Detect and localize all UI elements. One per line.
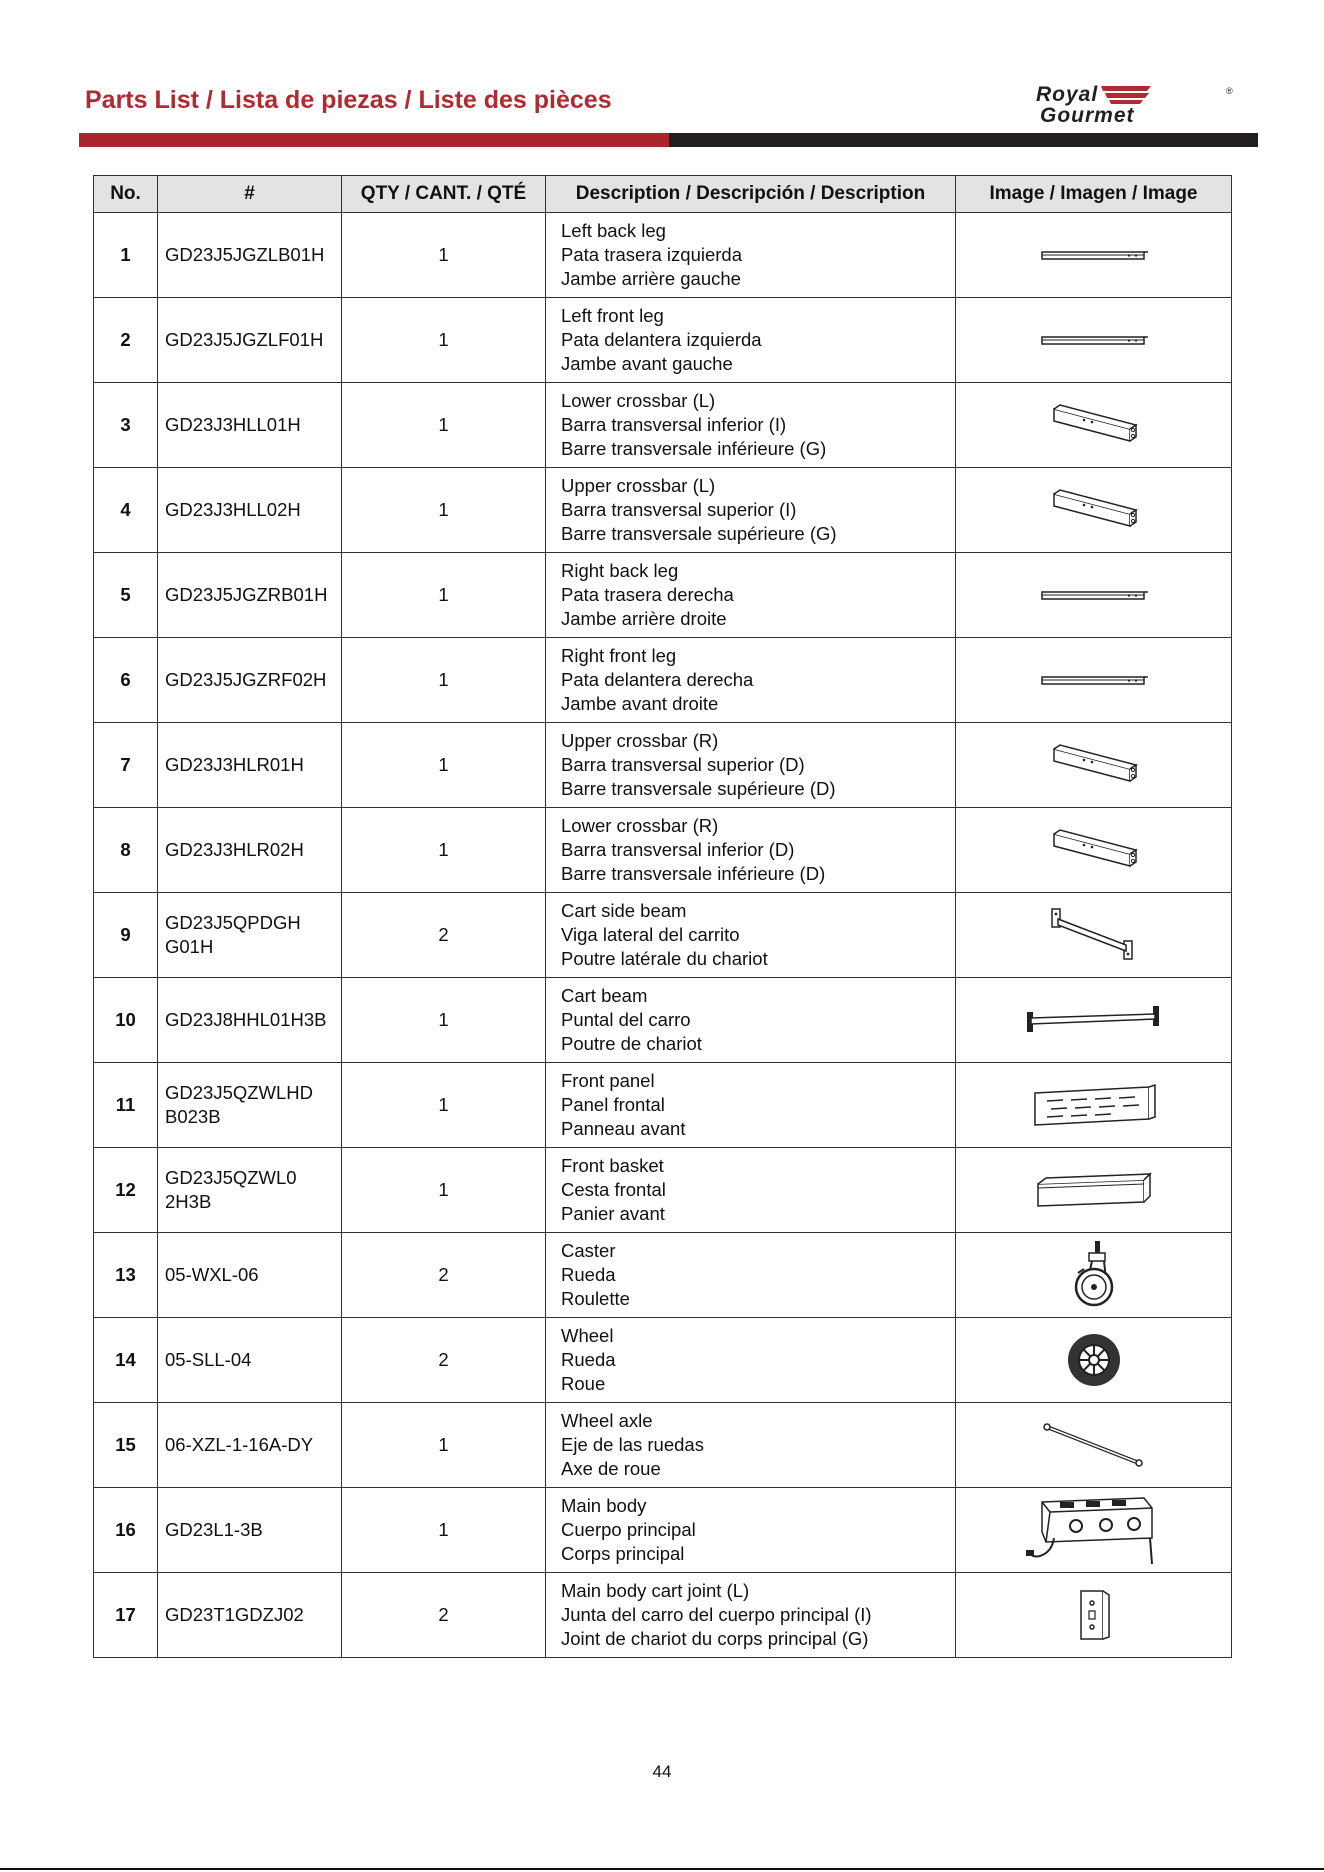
part-code — [158, 1488, 342, 1573]
table-row — [94, 978, 1232, 1063]
header-rule-red — [79, 133, 669, 147]
part-code-line: GD23J5JGZLF01H — [165, 329, 324, 350]
table-row — [94, 638, 1232, 723]
cart-beam-icon — [956, 1002, 1231, 1038]
part-code-line: GD23J5QPDGH — [165, 912, 301, 933]
description-es: Barra transversal inferior (I) — [561, 414, 787, 435]
part-number-index: 1 — [94, 213, 158, 298]
crossbar-icon — [956, 739, 1231, 791]
part-code — [158, 978, 342, 1063]
part-code-line: GD23T1GDZJ02 — [165, 1604, 304, 1625]
crossbar-icon — [956, 399, 1231, 451]
col-header-image: Image / Imagen / Image — [956, 176, 1232, 213]
description-fr: Barre transversale supérieure (D) — [561, 778, 836, 799]
part-image — [956, 1148, 1232, 1233]
side-beam-icon — [956, 905, 1231, 965]
part-number-index: 9 — [94, 893, 158, 978]
table-row — [94, 723, 1232, 808]
description-fr: Roue — [561, 1373, 606, 1394]
table-header-row — [94, 176, 1232, 213]
part-image — [956, 213, 1232, 298]
crossbar-icon — [956, 824, 1231, 876]
part-number-index: 15 — [94, 1403, 158, 1488]
part-description — [546, 553, 956, 638]
col-header-part-number: # — [158, 176, 342, 213]
logo-word-royal: Royal — [1036, 83, 1099, 106]
description-fr: Panier avant — [561, 1203, 665, 1224]
description-fr: Roulette — [561, 1288, 630, 1309]
page-number: 44 — [652, 1762, 672, 1781]
part-code — [158, 1148, 342, 1233]
part-code-line: GD23J3HLR01H — [165, 754, 304, 775]
description-es: Rueda — [561, 1264, 616, 1285]
part-code-line: GD23J3HLR02H — [165, 839, 304, 860]
description-fr: Jambe avant droite — [561, 693, 719, 714]
table-row — [94, 1318, 1232, 1403]
part-code-line: GD23J5QZWL0 — [165, 1167, 297, 1188]
logo-registered-mark: ® — [1226, 86, 1233, 96]
part-image — [956, 1573, 1232, 1658]
part-quantity: 1 — [342, 298, 546, 383]
description-fr: Barre transversale inférieure (G) — [561, 438, 827, 459]
description-en: Upper crossbar (L) — [561, 475, 716, 496]
table-row — [94, 213, 1232, 298]
part-number-index: 2 — [94, 298, 158, 383]
part-number-index: 17 — [94, 1573, 158, 1658]
part-code-line: 2H3B — [165, 1191, 212, 1212]
part-code-line: B023B — [165, 1106, 221, 1127]
description-es: Cuerpo principal — [561, 1519, 696, 1540]
part-description — [546, 1488, 956, 1573]
description-es: Puntal del carro — [561, 1009, 691, 1030]
part-description — [546, 1318, 956, 1403]
header-rule-dark — [669, 133, 1258, 147]
table-row — [94, 468, 1232, 553]
leg-icon — [956, 668, 1231, 692]
part-code-line: GD23J5QZWLHD — [165, 1082, 314, 1103]
part-quantity: 1 — [342, 553, 546, 638]
part-number-index: 13 — [94, 1233, 158, 1318]
description-en: Cart side beam — [561, 900, 687, 921]
description-fr: Corps principal — [561, 1543, 685, 1564]
part-image — [956, 1233, 1232, 1318]
part-image — [956, 638, 1232, 723]
axle-icon — [956, 1419, 1231, 1471]
part-description — [546, 383, 956, 468]
part-code — [158, 893, 342, 978]
part-image — [956, 298, 1232, 383]
leg-icon — [956, 243, 1231, 267]
joint-bracket-icon — [956, 1585, 1231, 1645]
table-row — [94, 1148, 1232, 1233]
description-es: Pata trasera izquierda — [561, 244, 742, 265]
description-en: Main body — [561, 1495, 647, 1516]
description-en: Lower crossbar (L) — [561, 390, 716, 411]
part-description — [546, 1148, 956, 1233]
description-es: Eje de las ruedas — [561, 1434, 704, 1455]
part-quantity: 2 — [342, 893, 546, 978]
front-panel-icon — [956, 1079, 1231, 1131]
table-row — [94, 298, 1232, 383]
part-number-index: 8 — [94, 808, 158, 893]
part-code — [158, 553, 342, 638]
description-en: Wheel — [561, 1325, 614, 1346]
part-image — [956, 723, 1232, 808]
part-quantity: 1 — [342, 213, 546, 298]
part-code — [158, 1233, 342, 1318]
part-code-line: GD23J3HLL01H — [165, 414, 301, 435]
description-en: Right back leg — [561, 560, 679, 581]
description-fr: Poutre de chariot — [561, 1033, 702, 1054]
part-code-line: GD23L1-3B — [165, 1519, 263, 1540]
logo-flag-mark — [1101, 86, 1151, 104]
part-code-line: GD23J3HLL02H — [165, 499, 301, 520]
part-image — [956, 808, 1232, 893]
part-description — [546, 468, 956, 553]
part-description — [546, 1573, 956, 1658]
part-image — [956, 978, 1232, 1063]
description-es: Pata delantera izquierda — [561, 329, 762, 350]
description-fr: Poutre latérale du chariot — [561, 948, 768, 969]
table-row — [94, 1233, 1232, 1318]
description-en: Cart beam — [561, 985, 648, 1006]
part-number-index: 6 — [94, 638, 158, 723]
part-quantity: 1 — [342, 383, 546, 468]
description-fr: Joint de chariot du corps principal (G) — [561, 1628, 869, 1649]
part-code — [158, 1318, 342, 1403]
description-en: Front basket — [561, 1155, 664, 1176]
description-fr: Jambe arrière gauche — [561, 268, 741, 289]
parts-table — [93, 175, 1232, 1658]
page-title: Parts List / Lista de piezas / Liste des pièces — [85, 86, 612, 114]
part-code-line: G01H — [165, 936, 214, 957]
part-image — [956, 553, 1232, 638]
part-number-index: 3 — [94, 383, 158, 468]
description-en: Right front leg — [561, 645, 677, 666]
part-code — [158, 213, 342, 298]
description-es: Cesta frontal — [561, 1179, 666, 1200]
part-code — [158, 468, 342, 553]
part-code-line: GD23J5JGZRF02H — [165, 669, 327, 690]
part-number-index: 14 — [94, 1318, 158, 1403]
caster-icon — [956, 1239, 1231, 1311]
description-es: Pata delantera derecha — [561, 669, 754, 690]
part-code — [158, 808, 342, 893]
part-number-index: 10 — [94, 978, 158, 1063]
part-image — [956, 468, 1232, 553]
description-en: Caster — [561, 1240, 616, 1261]
part-code-line: GD23J8HHL01H3B — [165, 1009, 327, 1030]
description-en: Wheel axle — [561, 1410, 653, 1431]
part-image — [956, 1318, 1232, 1403]
description-fr: Panneau avant — [561, 1118, 686, 1139]
description-es: Junta del carro del cuerpo principal (I) — [561, 1604, 872, 1625]
description-en: Lower crossbar (R) — [561, 815, 719, 836]
part-number-index: 12 — [94, 1148, 158, 1233]
logo-word-gourmet: Gourmet — [1040, 104, 1135, 126]
part-quantity: 1 — [342, 1063, 546, 1148]
table-row — [94, 893, 1232, 978]
part-image — [956, 893, 1232, 978]
page-bottom-rule — [0, 1868, 1324, 1870]
description-fr: Jambe avant gauche — [561, 353, 733, 374]
part-number-index: 16 — [94, 1488, 158, 1573]
crossbar-icon — [956, 484, 1231, 536]
part-description — [546, 893, 956, 978]
part-description — [546, 638, 956, 723]
description-en: Upper crossbar (R) — [561, 730, 719, 751]
part-image — [956, 1063, 1232, 1148]
description-fr: Axe de roue — [561, 1458, 661, 1479]
part-code — [158, 1403, 342, 1488]
description-en: Front panel — [561, 1070, 655, 1091]
part-code — [158, 638, 342, 723]
description-fr: Jambe arrière droite — [561, 608, 727, 629]
part-number-index: 4 — [94, 468, 158, 553]
table-row — [94, 1403, 1232, 1488]
part-description — [546, 808, 956, 893]
part-image — [956, 1403, 1232, 1488]
part-quantity: 1 — [342, 723, 546, 808]
part-code-line: 05-SLL-04 — [165, 1349, 252, 1370]
part-code — [158, 298, 342, 383]
part-code-line: GD23J5JGZRB01H — [165, 584, 328, 605]
part-number-index: 7 — [94, 723, 158, 808]
description-es: Panel frontal — [561, 1094, 665, 1115]
part-image — [956, 1488, 1232, 1573]
part-quantity: 1 — [342, 1403, 546, 1488]
part-code — [158, 383, 342, 468]
part-description — [546, 978, 956, 1063]
description-es: Barra transversal inferior (D) — [561, 839, 795, 860]
main-body-icon — [956, 1492, 1231, 1568]
part-quantity: 1 — [342, 808, 546, 893]
table-row — [94, 808, 1232, 893]
part-code-line: GD23J5JGZLB01H — [165, 244, 325, 265]
description-en: Main body cart joint (L) — [561, 1580, 750, 1601]
part-quantity: 1 — [342, 468, 546, 553]
description-es: Pata trasera derecha — [561, 584, 734, 605]
description-en: Left back leg — [561, 220, 666, 241]
leg-icon — [956, 583, 1231, 607]
col-header-qty: QTY / CANT. / QTÉ — [342, 176, 546, 213]
part-description — [546, 213, 956, 298]
part-quantity: 1 — [342, 1148, 546, 1233]
part-description — [546, 1063, 956, 1148]
col-header-description: Description / Descripción / Description — [546, 176, 956, 213]
description-es: Barra transversal superior (I) — [561, 499, 797, 520]
royal-gourmet-logo — [1033, 82, 1233, 126]
description-fr: Barre transversale supérieure (G) — [561, 523, 837, 544]
part-code-line: 05-WXL-06 — [165, 1264, 259, 1285]
part-number-index: 11 — [94, 1063, 158, 1148]
description-es: Viga lateral del carrito — [561, 924, 740, 945]
part-description — [546, 298, 956, 383]
part-code — [158, 1063, 342, 1148]
part-quantity: 2 — [342, 1318, 546, 1403]
table-row — [94, 1488, 1232, 1573]
part-quantity: 1 — [342, 978, 546, 1063]
description-en: Left front leg — [561, 305, 664, 326]
basket-icon — [956, 1168, 1231, 1212]
part-description — [546, 723, 956, 808]
part-description — [546, 1403, 956, 1488]
part-quantity: 2 — [342, 1233, 546, 1318]
part-code — [158, 1573, 342, 1658]
part-quantity: 1 — [342, 1488, 546, 1573]
table-row — [94, 1573, 1232, 1658]
wheel-icon — [956, 1330, 1231, 1390]
table-row — [94, 383, 1232, 468]
part-number-index: 5 — [94, 553, 158, 638]
part-code-line: 06-XZL-1-16A-DY — [165, 1434, 314, 1455]
part-image — [956, 383, 1232, 468]
part-quantity: 1 — [342, 638, 546, 723]
table-row — [94, 1063, 1232, 1148]
col-header-no: No. — [94, 176, 158, 213]
description-es: Rueda — [561, 1349, 616, 1370]
part-description — [546, 1233, 956, 1318]
leg-icon — [956, 328, 1231, 352]
part-quantity: 2 — [342, 1573, 546, 1658]
description-es: Barra transversal superior (D) — [561, 754, 805, 775]
part-code — [158, 723, 342, 808]
table-row — [94, 553, 1232, 638]
description-fr: Barre transversale inférieure (D) — [561, 863, 826, 884]
